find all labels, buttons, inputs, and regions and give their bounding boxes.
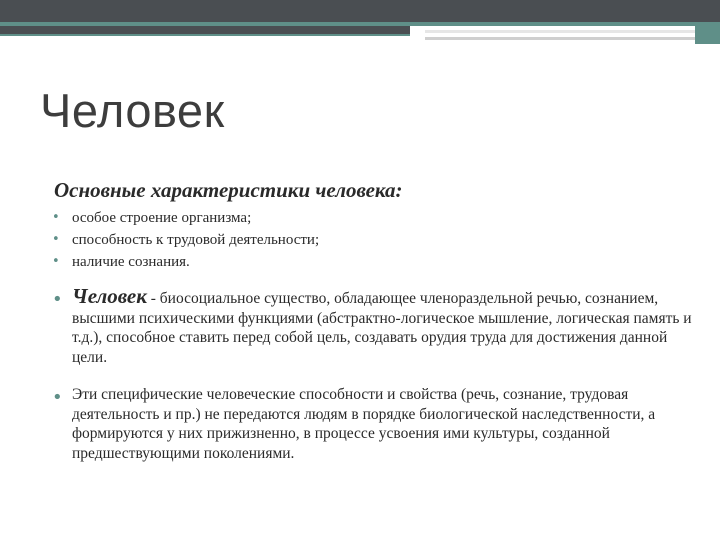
accent-line-left bbox=[0, 34, 410, 36]
bullet-icon: • bbox=[52, 254, 60, 269]
subtitle: Основные характеристики человека: bbox=[54, 178, 403, 202]
definition-text: - биосоциальное существо, обладающее членораздельной речью, сознанием, высшими психическими функциями (абстрактно-логическое мышление, логическая память и т.д.), способное ставить перед собой цель, создавать орудия труда для достижения данной цели. bbox=[72, 290, 692, 366]
characteristics-list bbox=[52, 207, 652, 273]
definition-paragraph bbox=[52, 284, 692, 367]
bullet-icon: • bbox=[52, 387, 63, 408]
note-text: Эти специфические человеческие способности и свойства (речь, сознание, трудовая деятельность и пр.) не передаются людям в порядке биологической наследственности, а формируются у них прижизненно, в процессе усвоения ими культуры, созданной предшествующими поколениями. bbox=[72, 386, 656, 462]
accent-block-right bbox=[695, 26, 720, 44]
bullet-icon: • bbox=[52, 210, 60, 225]
slide-title: Человек bbox=[40, 84, 225, 137]
bullet-icon: • bbox=[52, 289, 63, 310]
definition-term: Человек bbox=[72, 284, 147, 308]
top-band bbox=[0, 0, 720, 22]
list-item: • способность к трудовой деятельности; bbox=[52, 229, 652, 251]
bullet-icon: • bbox=[52, 232, 60, 247]
accent-bar-left bbox=[0, 26, 410, 34]
list-item: • особое строение организма; bbox=[52, 207, 652, 229]
accent-bar-right bbox=[425, 30, 695, 44]
note-paragraph bbox=[52, 385, 692, 463]
list-item: • наличие сознания. bbox=[52, 251, 652, 273]
